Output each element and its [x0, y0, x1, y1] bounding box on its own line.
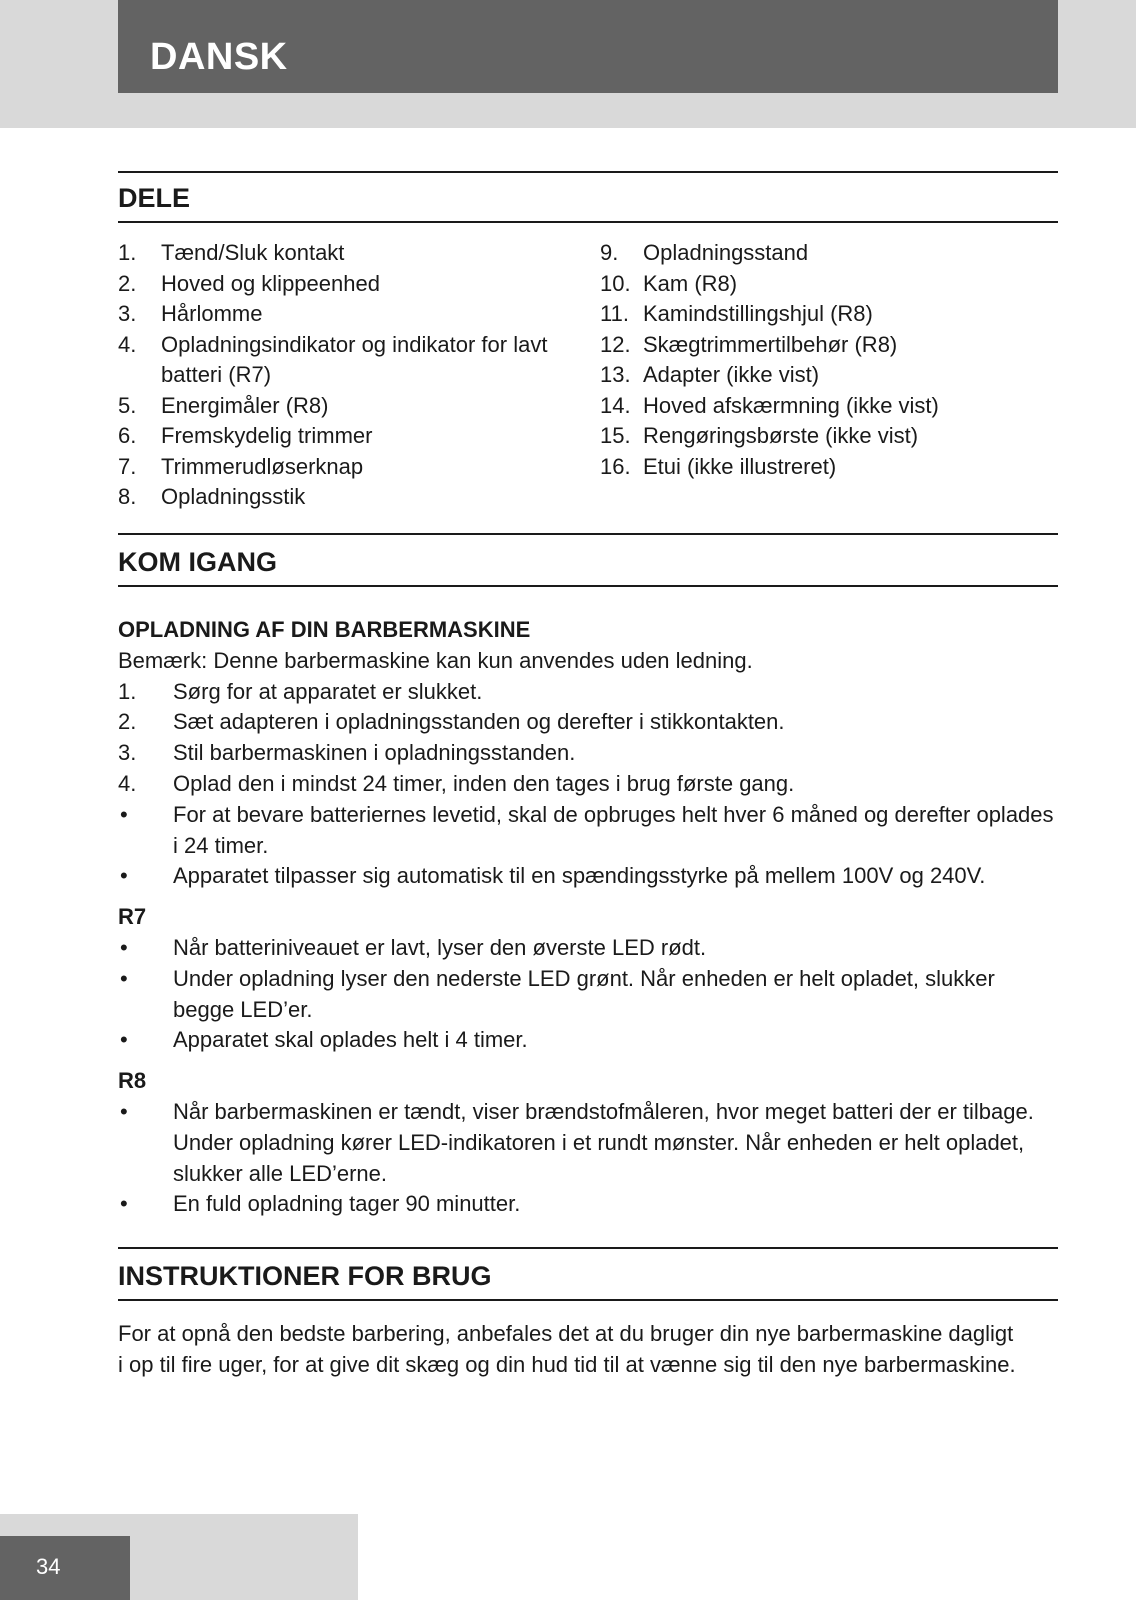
- item-text: For at bevare batteriernes levetid, skal de opbruges helt hver 6 måned og derefter oplades i 24 timer.: [173, 801, 1054, 858]
- item-number: 1.: [118, 678, 137, 704]
- list-item: [118, 330, 578, 391]
- spacer: [118, 892, 1058, 902]
- bullet-icon: •: [120, 863, 128, 889]
- item-text: Etui (ikke illustreret): [643, 453, 837, 479]
- item-number: 15.: [600, 423, 631, 448]
- item-number: 13.: [600, 362, 631, 387]
- section-title-getting-started: KOM IGANG: [118, 547, 277, 577]
- list-item: [118, 452, 578, 483]
- list-item: [118, 1189, 1058, 1220]
- item-number: 14.: [600, 392, 631, 418]
- language-title: DANSK: [150, 36, 288, 78]
- item-text: Apparatet skal oplades helt i 4 timer.: [173, 1027, 528, 1053]
- item-text: Rengøringsbørste (ikke vist): [643, 423, 919, 448]
- item-number: 6.: [118, 423, 137, 448]
- item-text: En fuld opladning tager 90 minutter.: [173, 1191, 521, 1217]
- item-number: 8.: [118, 484, 137, 509]
- item-text: Adapter (ikke vist): [643, 362, 820, 387]
- item-number: 16.: [600, 453, 631, 479]
- list-item: [118, 391, 578, 422]
- bullet-icon: •: [120, 1191, 128, 1217]
- item-text: Hoved afskærmning (ikke vist): [643, 392, 939, 418]
- list-item: [118, 482, 578, 513]
- section-rule-bottom: [118, 221, 1058, 223]
- list-item: [118, 677, 1058, 708]
- item-text: Stil barbermaskinen i opladningsstanden.: [173, 740, 576, 766]
- item-number: 2.: [118, 270, 137, 296]
- list-item: [600, 421, 1058, 452]
- list-item: [600, 299, 1058, 330]
- list-item: [118, 299, 578, 330]
- item-text: Når batteriniveauet er lavt, lyser den øverste LED rødt.: [173, 934, 707, 960]
- item-text: Hoved og klippeenhed: [161, 270, 380, 296]
- section-rule-top: [118, 171, 1058, 173]
- item-number: 2.: [118, 709, 137, 735]
- item-number: 1.: [118, 240, 137, 265]
- spacer: [118, 1056, 1058, 1066]
- list-item: [118, 800, 1058, 862]
- item-number: 4.: [118, 770, 137, 796]
- section-title-parts: DELE: [118, 183, 191, 213]
- section-title-instructions: INSTRUKTIONER FOR BRUG: [118, 1261, 492, 1291]
- item-number: 12.: [600, 331, 631, 357]
- bullet-icon: •: [120, 1027, 128, 1053]
- charging-note: Bemærk: Denne barbermaskine kan kun anvendes uden ledning.: [118, 647, 753, 673]
- charging-section: [118, 615, 1058, 1220]
- section-rule-top: [118, 1247, 1058, 1249]
- charging-subheading: OPLADNING AF DIN BARBERMASKINE: [118, 617, 531, 642]
- list-item: [118, 861, 1058, 892]
- bullet-icon: •: [120, 965, 128, 991]
- list-item: [118, 1097, 1058, 1189]
- item-text: Apparatet tilpasser sig automatisk til en spændingsstyrke på mellem 100V og 240V.: [173, 863, 986, 889]
- page-number: 34: [36, 1554, 61, 1579]
- item-number: 11.: [600, 301, 629, 326]
- list-item: [118, 933, 1058, 964]
- list-item: [118, 738, 1058, 769]
- item-number: 5.: [118, 392, 137, 418]
- r7-label: R7: [118, 904, 147, 930]
- list-item: [600, 360, 1058, 391]
- list-item: [600, 391, 1058, 422]
- item-text: Kam (R8): [643, 270, 738, 296]
- bullet-icon: •: [120, 934, 128, 960]
- item-number: 4.: [118, 331, 137, 357]
- item-text: Opladningsstik: [161, 484, 306, 509]
- bullet-icon: •: [120, 1098, 128, 1124]
- item-number: 10.: [600, 270, 631, 296]
- list-item: [118, 238, 578, 269]
- item-text: Sørg for at apparatet er slukket.: [173, 678, 483, 704]
- list-item: [600, 269, 1058, 300]
- item-text: Oplad den i mindst 24 timer, inden den tages i brug første gang.: [173, 770, 795, 796]
- language-bar: [118, 0, 1058, 93]
- list-item: [118, 269, 578, 300]
- r8-label: R8: [118, 1068, 147, 1094]
- item-text: Når barbermaskinen er tændt, viser brændstofmåleren, hvor meget batteri der er tilbage. Under opladning kører LED-indikatoren i et rundt mønster. Når enheden er helt opladet, slukker alle LED’erne.: [173, 1098, 1034, 1186]
- item-text: Fremskydelig trimmer: [161, 423, 373, 448]
- item-number: 7.: [118, 453, 137, 479]
- list-item: [600, 238, 1058, 269]
- page-number-box: [0, 1536, 130, 1600]
- list-item: [600, 452, 1058, 483]
- item-number: 3.: [118, 740, 137, 766]
- item-text: Energimåler (R8): [161, 392, 329, 418]
- list-item: [118, 769, 1058, 800]
- parts-list-left: [118, 238, 578, 513]
- section-rule-bottom: [118, 1299, 1058, 1301]
- item-text: Opladningsindikator og indikator for lavt batteri (R7): [161, 331, 548, 387]
- item-text: Under opladning lyser den nederste LED grønt. Når enheden er helt opladet, slukker begge LED’er.: [173, 965, 995, 1022]
- section-rule-top: [118, 533, 1058, 535]
- section-rule-bottom: [118, 585, 1058, 587]
- instructions-body: For at opnå den bedste barbering, anbefales det at du bruger din nye barbermaskine dagligt i op til fire uger, for at give dit skæg og din hud tid til at vænne sig til den nye barbermaskine.: [118, 1321, 1016, 1377]
- item-text: Trimmerudløserknap: [161, 453, 364, 479]
- item-number: 3.: [118, 301, 137, 326]
- bullet-icon: •: [120, 801, 128, 827]
- list-item: [118, 964, 1058, 1026]
- item-text: Sæt adapteren i opladningsstanden og derefter i stikkontakten.: [173, 709, 785, 735]
- list-item: [118, 1025, 1058, 1056]
- item-number: 9.: [600, 240, 619, 265]
- item-text: Hårlomme: [161, 301, 263, 326]
- list-item: [118, 707, 1058, 738]
- item-text: Opladningsstand: [643, 240, 809, 265]
- list-item: [600, 330, 1058, 361]
- item-text: Skægtrimmertilbehør (R8): [643, 331, 898, 357]
- item-text: Kamindstillingshjul (R8): [643, 301, 873, 326]
- parts-list-right: [600, 238, 1058, 482]
- list-item: [118, 421, 578, 452]
- item-text: Tænd/Sluk kontakt: [161, 240, 345, 265]
